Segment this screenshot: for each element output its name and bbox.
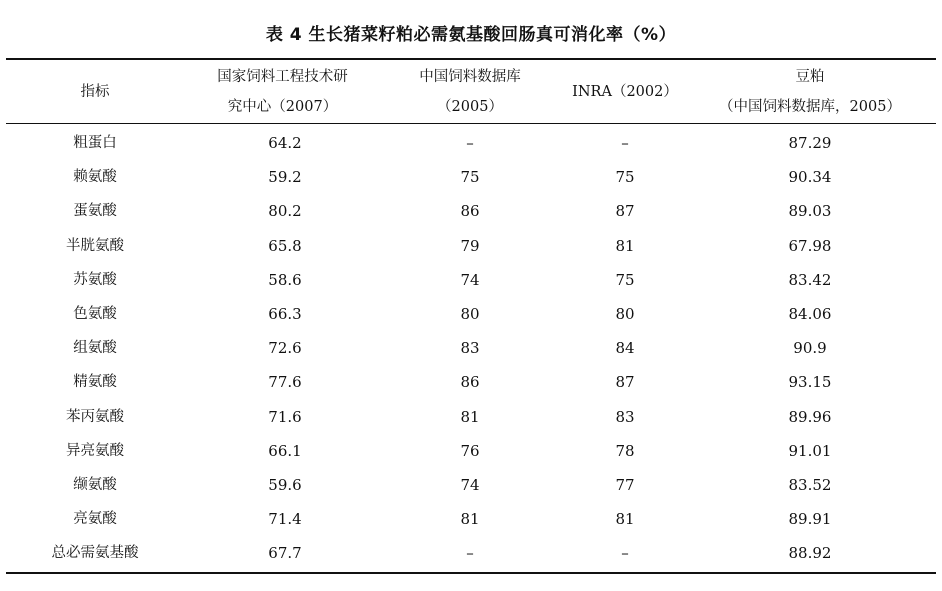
cell-national-center: 59.6	[268, 475, 302, 494]
cell-china-feed-db: 86	[460, 202, 480, 221]
cell-soybean-meal: 67.98	[788, 236, 832, 255]
cell-soybean-meal: 93.15	[788, 373, 832, 392]
cell-china-feed-db: 86	[460, 373, 480, 392]
table-row	[0, 160, 942, 194]
cell-soybean-meal: 90.9	[793, 339, 827, 358]
cell-national-center: 58.6	[268, 270, 302, 289]
table-row	[0, 468, 942, 502]
cell-inra: 75	[615, 270, 635, 289]
cell-indicator: 蛋氨酸	[73, 203, 117, 220]
cell-national-center: 64.2	[268, 134, 302, 152]
cell-inra: 83	[615, 407, 635, 426]
cell-national-center: 65.8	[268, 236, 302, 255]
cell-national-center: 66.1	[268, 441, 302, 460]
cell-china-feed-db: –	[466, 134, 474, 152]
cell-inra: –	[621, 544, 629, 563]
header-indicator-line: 指标	[80, 83, 110, 100]
header-national-center	[195, 60, 370, 123]
cell-soybean-meal: 91.01	[788, 441, 832, 460]
cell-china-feed-db: 81	[460, 510, 480, 529]
header-national-center-line2: 究中心（2007）	[227, 98, 338, 115]
header-inra	[555, 60, 695, 123]
cell-inra: 84	[615, 339, 635, 358]
cell-soybean-meal: 83.42	[788, 270, 832, 289]
table-row	[0, 400, 942, 434]
cell-soybean-meal: 88.92	[788, 544, 832, 563]
cell-indicator: 总必需氨基酸	[51, 545, 139, 562]
cell-national-center: 77.6	[268, 373, 302, 392]
cell-inra: 81	[615, 236, 635, 255]
header-china-feed-db-line2: （2005）	[437, 98, 503, 115]
table-row	[0, 297, 942, 331]
cell-indicator: 缬氨酸	[73, 476, 117, 493]
header-soybean-meal	[700, 60, 920, 123]
table-row	[0, 365, 942, 399]
cell-soybean-meal: 87.29	[788, 134, 832, 152]
header-inra-line1: INRA（2002）	[572, 83, 678, 100]
cell-inra: 81	[615, 510, 635, 529]
table-row	[0, 229, 942, 263]
cell-national-center: 71.6	[268, 407, 302, 426]
table-body	[0, 126, 942, 570]
cell-indicator: 组氨酸	[73, 340, 117, 357]
header-china-feed-db-line1: 中国饲料数据库	[419, 68, 521, 85]
cell-indicator: 异亮氨酸	[66, 442, 124, 459]
cell-indicator: 赖氨酸	[73, 169, 117, 186]
cell-indicator: 亮氨酸	[73, 511, 117, 528]
cell-china-feed-db: 75	[460, 168, 480, 187]
bottom-rule	[6, 572, 936, 574]
table-row	[0, 194, 942, 228]
cell-china-feed-db: 76	[460, 441, 480, 460]
cell-national-center: 72.6	[268, 339, 302, 358]
cell-national-center: 71.4	[268, 510, 302, 529]
cell-indicator: 苏氨酸	[73, 271, 117, 288]
header-soybean-meal-line2: （中国饲料数据库，2005）	[719, 98, 901, 115]
cell-inra: 87	[615, 373, 635, 392]
cell-indicator: 粗蛋白	[73, 135, 117, 151]
header-rule	[6, 123, 936, 124]
cell-inra: 78	[615, 441, 635, 460]
cell-national-center: 67.7	[268, 544, 302, 563]
cell-soybean-meal: 83.52	[788, 475, 832, 494]
table-row	[0, 331, 942, 365]
cell-china-feed-db: 80	[460, 304, 480, 323]
cell-soybean-meal: 89.03	[788, 202, 832, 221]
table-row	[0, 434, 942, 468]
cell-soybean-meal: 90.34	[788, 168, 832, 187]
header-soybean-meal-line1: 豆粕	[795, 68, 825, 85]
header-national-center-line1: 国家饲料工程技术研	[217, 68, 348, 85]
cell-national-center: 80.2	[268, 202, 302, 221]
table-row	[0, 126, 942, 160]
cell-indicator: 苯丙氨酸	[66, 408, 124, 425]
cell-china-feed-db: 79	[460, 236, 480, 255]
cell-inra: 75	[615, 168, 635, 187]
cell-national-center: 66.3	[268, 304, 302, 323]
table-title: 表 4 生长猪菜籽粕必需氨基酸回肠真可消化率（%）	[265, 25, 677, 45]
header-indicator	[20, 60, 170, 123]
cell-soybean-meal: 89.91	[788, 510, 832, 529]
header-china-feed-db	[385, 60, 555, 123]
cell-china-feed-db: 81	[460, 407, 480, 426]
cell-inra: 77	[615, 475, 635, 494]
cell-national-center: 59.2	[268, 168, 302, 187]
table-row	[0, 502, 942, 536]
cell-inra: 80	[615, 304, 635, 323]
cell-china-feed-db: –	[466, 544, 474, 563]
cell-soybean-meal: 89.96	[788, 407, 832, 426]
cell-china-feed-db: 83	[460, 339, 480, 358]
cell-inra: 87	[615, 202, 635, 221]
cell-indicator: 半胱氨酸	[66, 237, 124, 254]
cell-soybean-meal: 84.06	[788, 304, 832, 323]
cell-inra: –	[621, 134, 629, 152]
table-row	[0, 263, 942, 297]
cell-china-feed-db: 74	[460, 475, 480, 494]
cell-indicator: 色氨酸	[73, 305, 117, 322]
table-row	[0, 536, 942, 570]
cell-indicator: 精氨酸	[73, 374, 117, 391]
cell-china-feed-db: 74	[460, 270, 480, 289]
